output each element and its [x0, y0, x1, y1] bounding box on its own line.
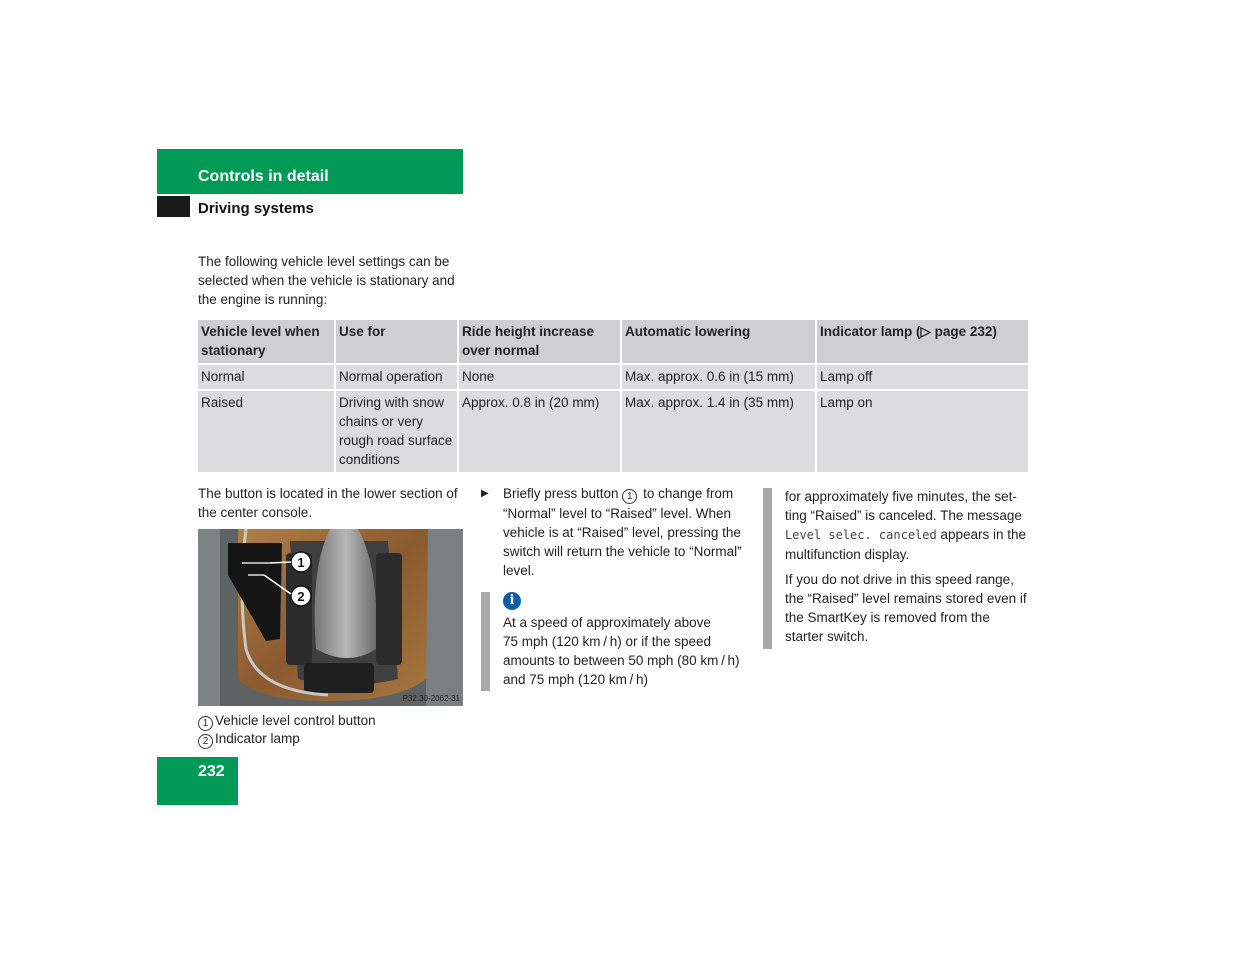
instruction-step [503, 484, 747, 580]
table-header-cell: Indicator lamp (▷ page 232) [816, 320, 1028, 364]
center-console-photo [198, 529, 463, 706]
subsection-title: Driving systems [198, 200, 314, 217]
vehicle-level-table [198, 320, 1028, 472]
info-note-continued [785, 487, 1031, 564]
location-text: The button is located in the lower section of the center console. [198, 486, 458, 520]
table-cell: Driving with snow chains or very rough road surface conditions [335, 390, 458, 472]
callout-1-label: 1 [297, 555, 305, 570]
table-cell: Raised [198, 390, 335, 472]
continued-text-start: for approximately five minutes, the setting “Raised” is canceled. The message [785, 489, 1022, 523]
step-button-ref: 1 [622, 489, 637, 504]
callout-2-label: 2 [297, 589, 305, 604]
table-header-cell: Use for [335, 320, 458, 364]
legend-label-2: Indicator lamp [215, 731, 300, 746]
table-cell: Approx. 0.8 in (20 mm) [458, 390, 621, 472]
table-row [198, 364, 1028, 390]
table-cell: None [458, 364, 621, 390]
section-title: Controls in detail [198, 168, 329, 185]
step-text-start: Briefly press button [503, 486, 619, 501]
table-cell: Normal [198, 364, 335, 390]
table-cell: Lamp off [816, 364, 1028, 390]
intro-text: The following vehicle level settings can be selected when the vehicle is stationary and the engine is running: [198, 254, 455, 307]
center-console-illustration [198, 529, 463, 706]
legend-number-1: 1 [198, 716, 213, 731]
subsection-marker [157, 196, 190, 217]
table-cell: Lamp on [816, 390, 1028, 472]
display-message: Level selec. canceled [785, 528, 937, 542]
table-row [198, 390, 1028, 472]
continued-text-end: appears in the multifunction display. [785, 527, 1027, 562]
table-header-cell: Automatic lowering [621, 320, 816, 364]
table-header-cell: Ride height increase over normal [458, 320, 621, 364]
page-number: 232 [198, 763, 225, 780]
photo-code: P32.30-2062-31 [402, 694, 460, 703]
info-note-bar [481, 592, 490, 691]
legend-label-1: Vehicle level control button [215, 713, 376, 728]
table-cell: Max. approx. 0.6 in (15 mm) [621, 364, 816, 390]
step-arrow-icon: ▶ [481, 488, 489, 499]
step-text-end: to change from “Normal” level to “Raised” level. When vehicle is at “Raised” level, pressing the switch will return the vehicle to “Normal” level. [503, 486, 742, 578]
table-header-row [198, 320, 1028, 364]
legend-number-2: 2 [198, 734, 213, 749]
info-icon: i [503, 592, 521, 610]
table-cell: Normal operation [335, 364, 458, 390]
page-number-tab [157, 757, 238, 805]
info-note-text: At a speed of approximately above 75 mph (120 km / h) or if the speed amounts to between 50 mph (80 km / h) and 75 mph (120 km / h) [503, 615, 740, 687]
table-header-cell: Vehicle level when stationary [198, 320, 335, 364]
info-note-bar-continued [763, 488, 772, 649]
info-note-paragraph: If you do not drive in this speed range, the “Raised” level remains stored even if the SmartKey is removed from the starter switch. [785, 572, 1027, 644]
table-cell: Max. approx. 1.4 in (35 mm) [621, 390, 816, 472]
legend-item [198, 729, 464, 749]
legend-item [198, 711, 464, 731]
